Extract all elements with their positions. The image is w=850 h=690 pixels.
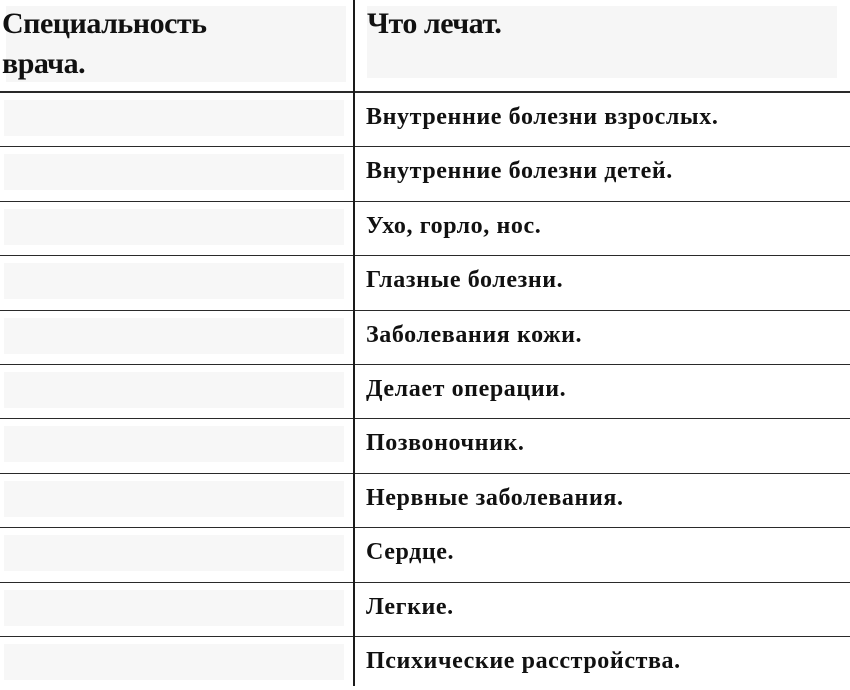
specialty-cell[interactable] [0, 146, 353, 200]
specialty-cell-blank [4, 318, 344, 354]
specialty-cell-blank [4, 644, 344, 680]
treats-cell [355, 146, 850, 200]
treats-value: Позвоночник. [366, 430, 525, 456]
specialty-cell-blank [4, 263, 344, 299]
treats-cell [355, 418, 850, 472]
specialty-cell[interactable] [0, 473, 353, 527]
specialty-cell[interactable] [0, 582, 353, 636]
treats-cell [355, 364, 850, 418]
treats-cell [355, 582, 850, 636]
specialty-cell[interactable] [0, 636, 353, 690]
specialty-cell-blank [4, 535, 344, 571]
table-row [0, 364, 850, 418]
specialty-cell[interactable] [0, 201, 353, 255]
header-cell-treats [355, 0, 850, 91]
treats-value: Психические расстройства. [366, 648, 681, 674]
table-row [0, 473, 850, 527]
specialty-cell-blank [4, 372, 344, 408]
table-header-row [0, 0, 850, 91]
table-row [0, 418, 850, 472]
header-treats-label: Что лечат. [367, 7, 502, 40]
treats-value: Сердце. [366, 539, 455, 565]
header-cell-specialty [0, 0, 354, 91]
table-row [0, 146, 850, 200]
specialty-cell[interactable] [0, 310, 353, 364]
table-row [0, 527, 850, 581]
column-divider [353, 0, 355, 686]
treats-cell [355, 527, 850, 581]
treats-value: Делает операции. [366, 376, 567, 402]
specialty-cell[interactable] [0, 364, 353, 418]
specialty-cell[interactable] [0, 527, 353, 581]
table-row [0, 582, 850, 636]
treats-cell [355, 310, 850, 364]
specialty-cell-blank [4, 590, 344, 626]
treats-value: Заболевания кожи. [366, 322, 583, 348]
table-row [0, 92, 850, 146]
treats-value: Внутренние болезни взрослых. [366, 104, 719, 130]
table-row [0, 201, 850, 255]
treats-cell [355, 473, 850, 527]
specialty-cell-blank [4, 426, 344, 462]
treats-value: Легкие. [366, 594, 454, 620]
specialty-cell-blank [4, 154, 344, 190]
treats-cell [355, 92, 850, 146]
specialty-cell[interactable] [0, 92, 353, 146]
table-row [0, 636, 850, 690]
treats-value: Нервные заболевания. [366, 485, 624, 511]
specialty-cell[interactable] [0, 255, 353, 309]
treats-value: Ухо, горло, нос. [366, 213, 542, 239]
specialty-cell-blank [4, 209, 344, 245]
specialty-cell[interactable] [0, 418, 353, 472]
specialty-cell-blank [4, 481, 344, 517]
treats-cell [355, 255, 850, 309]
table-row [0, 255, 850, 309]
specialty-cell-blank [4, 100, 344, 136]
treats-value: Внутренние болезни детей. [366, 158, 673, 184]
header-specialty-label: Специальность врача. [2, 7, 207, 80]
treats-value: Глазные болезни. [366, 267, 564, 293]
table-row [0, 310, 850, 364]
treats-cell [355, 636, 850, 690]
treats-cell [355, 201, 850, 255]
